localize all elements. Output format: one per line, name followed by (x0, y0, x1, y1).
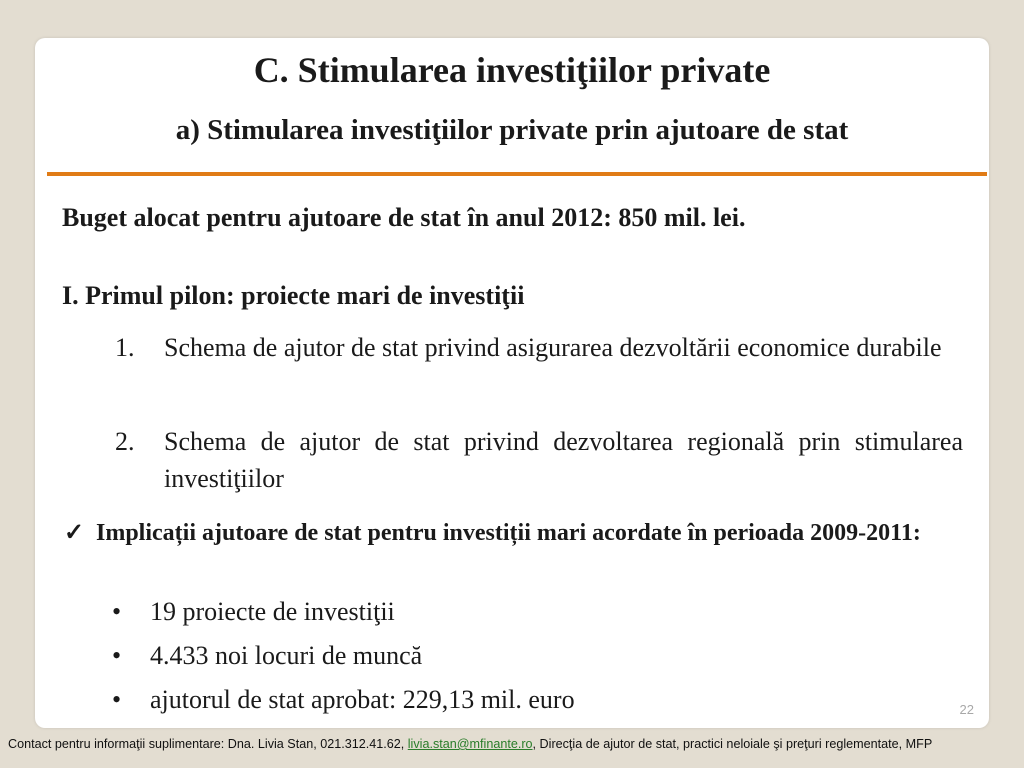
bullet-icon: • (112, 685, 122, 714)
item-number: 2. (115, 427, 135, 456)
slide-title: C. Stimularea investiţiilor private (253, 50, 771, 90)
bullet-text: ajutorul de stat aprobat: 229,13 mil. euro (150, 685, 575, 714)
checkmark-icon: ✓ (64, 520, 85, 546)
numbered-item (115, 329, 963, 366)
check-item-text: Implicații ajutoare de stat pentru investiții mari acordate în perioada 2009-2011: (96, 520, 921, 546)
check-item (64, 516, 960, 550)
budget-statement: Buget alocat pentru ajutoare de stat în anul 2012: 850 mil. lei. (62, 203, 746, 232)
numbered-item (115, 423, 963, 497)
bullet-icon: • (112, 597, 122, 626)
item-text: Schema de ajutor de stat privind asigurarea dezvoltării economice durabile (164, 333, 942, 362)
slide-subtitle: a) Stimularea investiţiilor private prin ajutoare de stat (175, 114, 849, 146)
item-number: 1. (115, 333, 135, 362)
item-text: Schema de ajutor de stat privind dezvoltarea regională prin stimularea investiţiilor (164, 427, 963, 493)
footer-suffix: , Direcţia de ajutor de stat, practici neloiale şi preţuri reglementate, MFP (532, 737, 933, 751)
pillar-heading: I. Primul pilon: proiecte mari de investiţii (62, 281, 525, 310)
title-divider (47, 172, 987, 176)
footer-prefix: Contact pentru informaţii suplimentare: Dna. Livia Stan, 021.312.41.62, (8, 737, 408, 751)
bullet-icon: • (112, 641, 122, 670)
bullet-text: 19 proiecte de investiţii (150, 597, 395, 626)
email-link[interactable]: livia.stan@mfinante.ro (407, 737, 533, 751)
page-number: 22 (959, 702, 974, 717)
bullet-text: 4.433 noi locuri de muncă (150, 641, 423, 670)
contact-footer (8, 737, 1018, 752)
